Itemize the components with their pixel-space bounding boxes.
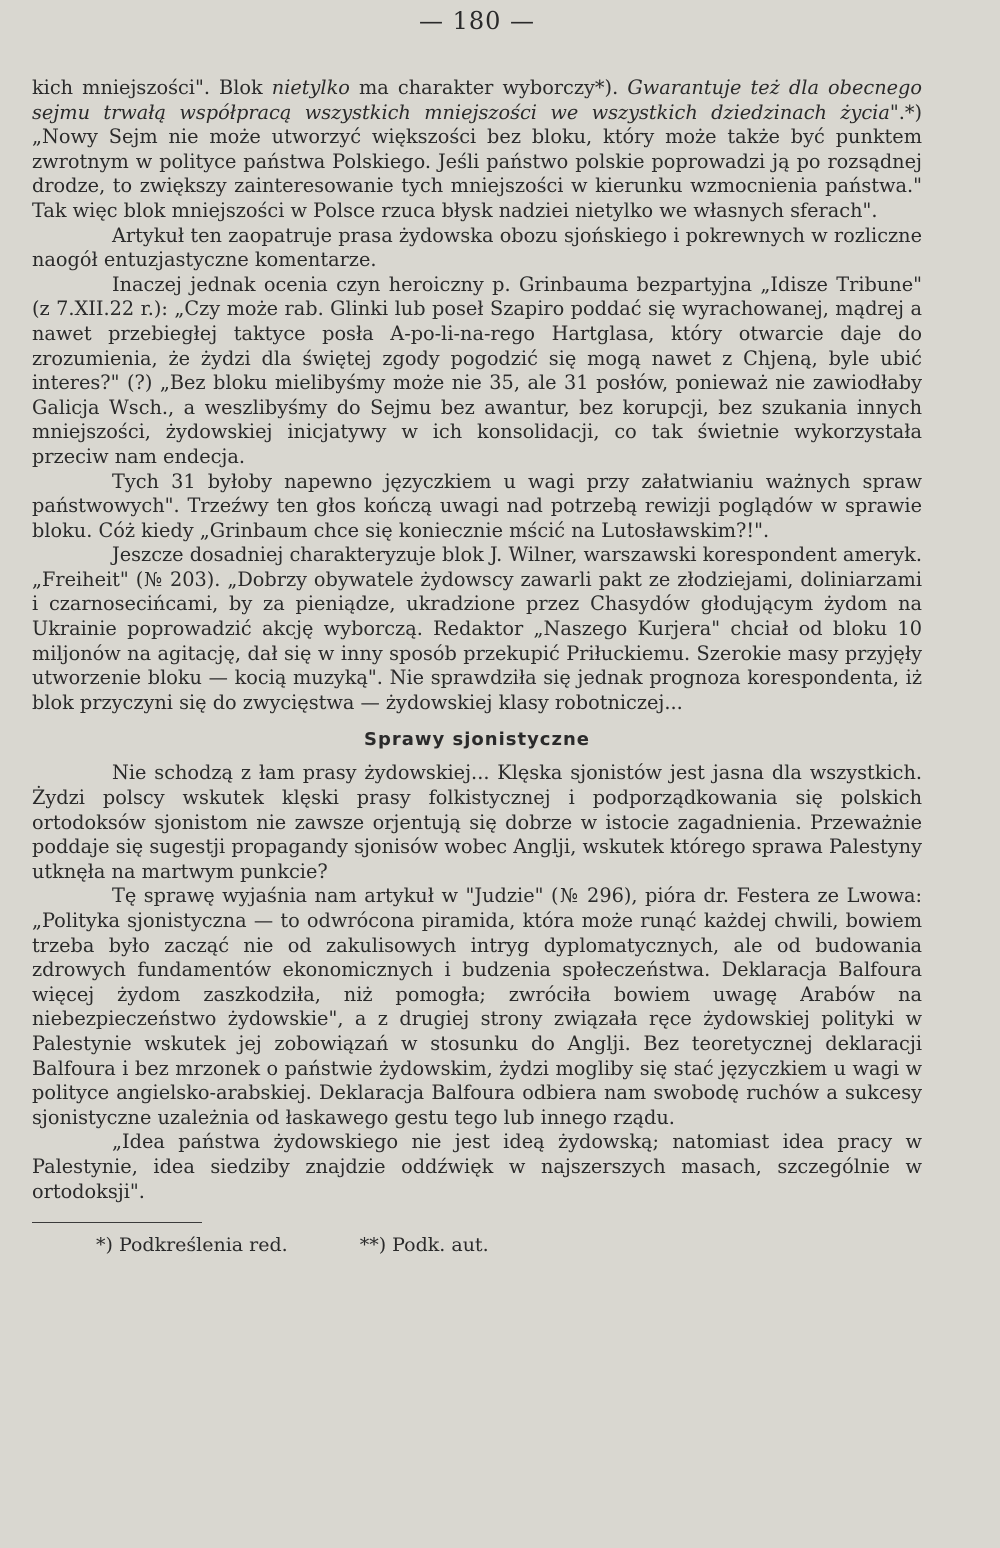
- emphasized-text: nietylko: [271, 76, 350, 99]
- paragraph-text: „Idea państwa żydowskiego nie jest ideą żydowską; natomiast idea pracy w Palestynie, idea siedziby znajdzie oddźwięk w najszerszych masach, szczególnie w ortodoksji".: [32, 1130, 922, 1203]
- paragraph-text: ma charakter wyborczy*).: [349, 76, 628, 99]
- page-number: — 180 —: [418, 7, 536, 35]
- paragraph: [32, 76, 922, 224]
- body-text-after: [32, 761, 922, 1204]
- section-heading: Sprawy sjonistyczne: [364, 729, 590, 751]
- paragraph-text: Jeszcze dosadniej charakteryzuje blok J. Wilner, warszawski korespondent ameryk. „Freiheit" (№ 203). „Dobrzy obywatele żydowscy zawarli pakt ze złodziejami, doliniarzami i czarnosecińcami, by za pieniądze, ukradzione przez Chasydów głodującym żydom na Ukrainie poprowadzić akcję wyborczą. Redaktor „Naszego Kurjera" chciał od bloku 10 miljonów na agitację, dał się w inny sposób przekupić Priłuckiemu. Szerokie masy przyjęły utworzenie bloku — kocią muzyką". Nie sprawdziła się jednak prognoza korespondenta, iż blok przyczyni się do zwycięstwa — żydowskiej klasy robotniczej...: [32, 543, 922, 714]
- paragraph-text: ".*) „Nowy Sejm nie może utworzyć większości bez bloku, który może także być punktem zwrotnym w polityce państwa Polskiego. Jeśli państwo polskie poprowadzi ją po rozsądnej drodze, to zwiększy zainteresowanie tych mniejszości w kierunku wzmocnienia państwa." Tak więc blok mniejszości w Polsce rzuca błysk nadziei nietylko we własnych sferach".: [32, 100, 922, 222]
- emphasized-text: Gwarantuje też dla obecnego sejmu trwałą współpracą wszystkich mniejszości we wszystkich dziedzinach życia: [32, 76, 922, 124]
- footnote-1: *) Podkreślenia red.: [96, 1234, 288, 1257]
- paragraph-text: Inaczej jednak ocenia czyn heroiczny p. Grinbauma bezpartyjna „Idisze Tribune" (z 7.XII.22 r.): „Czy może rab. Glinki lub poseł Szapiro poddać się wyrachowanej, mądrej a nawet przebiegłej taktyce posła A-po-li-na-rego Hartglasa, który otwarcie daje do zrozumienia, że żydzi dla świętej zgody pogodzić się mogą nawet z Chjeną, byle ubić interes?" (?) „Bez bloku mielibyśmy może nie 35, ale 31 posłów, ponieważ nie zawiodłaby Galicja Wsch., a weszlibyśmy do Sejmu bez awantur, bez korupcji, bez szukania innych mniejszości, żydowskiej inicjatywy w ich konsolidacji, co tak świetnie wykorzystała przeciw nam endecja.: [32, 272, 922, 468]
- paragraph-text: Artykuł ten zaopatruje prasa żydowska obozu sjońskiego i pokrewnych w rozliczne naogół entuzjastyczne komentarze.: [32, 223, 922, 272]
- paragraph: [32, 273, 922, 470]
- footnotes: [32, 1233, 922, 1257]
- body-text-before: [32, 76, 922, 715]
- paragraph: [32, 224, 922, 273]
- paragraph: [32, 884, 922, 1130]
- paragraph: [32, 543, 922, 715]
- footnote-rule: [32, 1222, 202, 1223]
- paragraph-text: Tych 31 byłoby napewno języczkiem u wagi przy załatwianiu ważnych spraw państwowych". Trzeźwy ten głos kończą uwagi nad potrzebą rewizji poglądów w sprawie bloku. Cóż kiedy „Grinbaum chce się koniecznie mścić na Lutosławskim?!".: [32, 469, 922, 542]
- paragraph: [32, 761, 922, 884]
- paragraph-text: Nie schodzą z łam prasy żydowskiej... Klęska sjonistów jest jasna dla wszystkich. Żydzi polscy wskutek klęski prasy folkistycznej i podporządkowania się polskich ortodoksów sjonistom nie zawsze orjentują się dobrze w istocie zagadnienia. Przeważnie poddaje się sugestji propagandy sjonisów wobec Anglji, wskutek którego sprawa Palestyny utknęła na martwym punkcie?: [32, 761, 922, 883]
- footnote-2: **) Podk. aut.: [359, 1234, 489, 1257]
- paragraph-text: Tę sprawę wyjaśnia nam artykuł w "Judzie" (№ 296), pióra dr. Festera ze Lwowa: „Polityka sjonistyczna — to odwrócona piramida, która może runąć każdej chwili, bowiem trzeba było zacząć nie od zakulisowych intryg dyplomatycznych, ale od budowania zdrowych fundamentów ekonomicznych i budzenia społeczeństwa. Deklaracja Balfoura więcej żydom zaszkodziła, niż pomogła; zwróciła bowiem uwagę Arabów na niebezpieczeństwo żydowskie", a z drugiej strony związała ręce żydowskiej polityki w Palestynie wskutek jej zobowiązań w stosunku do Anglji. Bez teoretycznej deklaracji Balfoura i bez mrzonek o państwie żydowskim, żydzi mogliby się stać języczkiem u wagi w polityce angielsko-arabskiej. Deklaracja Balfoura odbiera nam swobodę ruchów a sukcesy sjonistyczne uzależnia od łaskawego gestu tego lub innego rządu.: [32, 884, 922, 1129]
- paragraph: [32, 470, 922, 544]
- paragraph: [32, 1130, 922, 1204]
- paragraph-text: kich mniejszości". Blok: [32, 76, 272, 99]
